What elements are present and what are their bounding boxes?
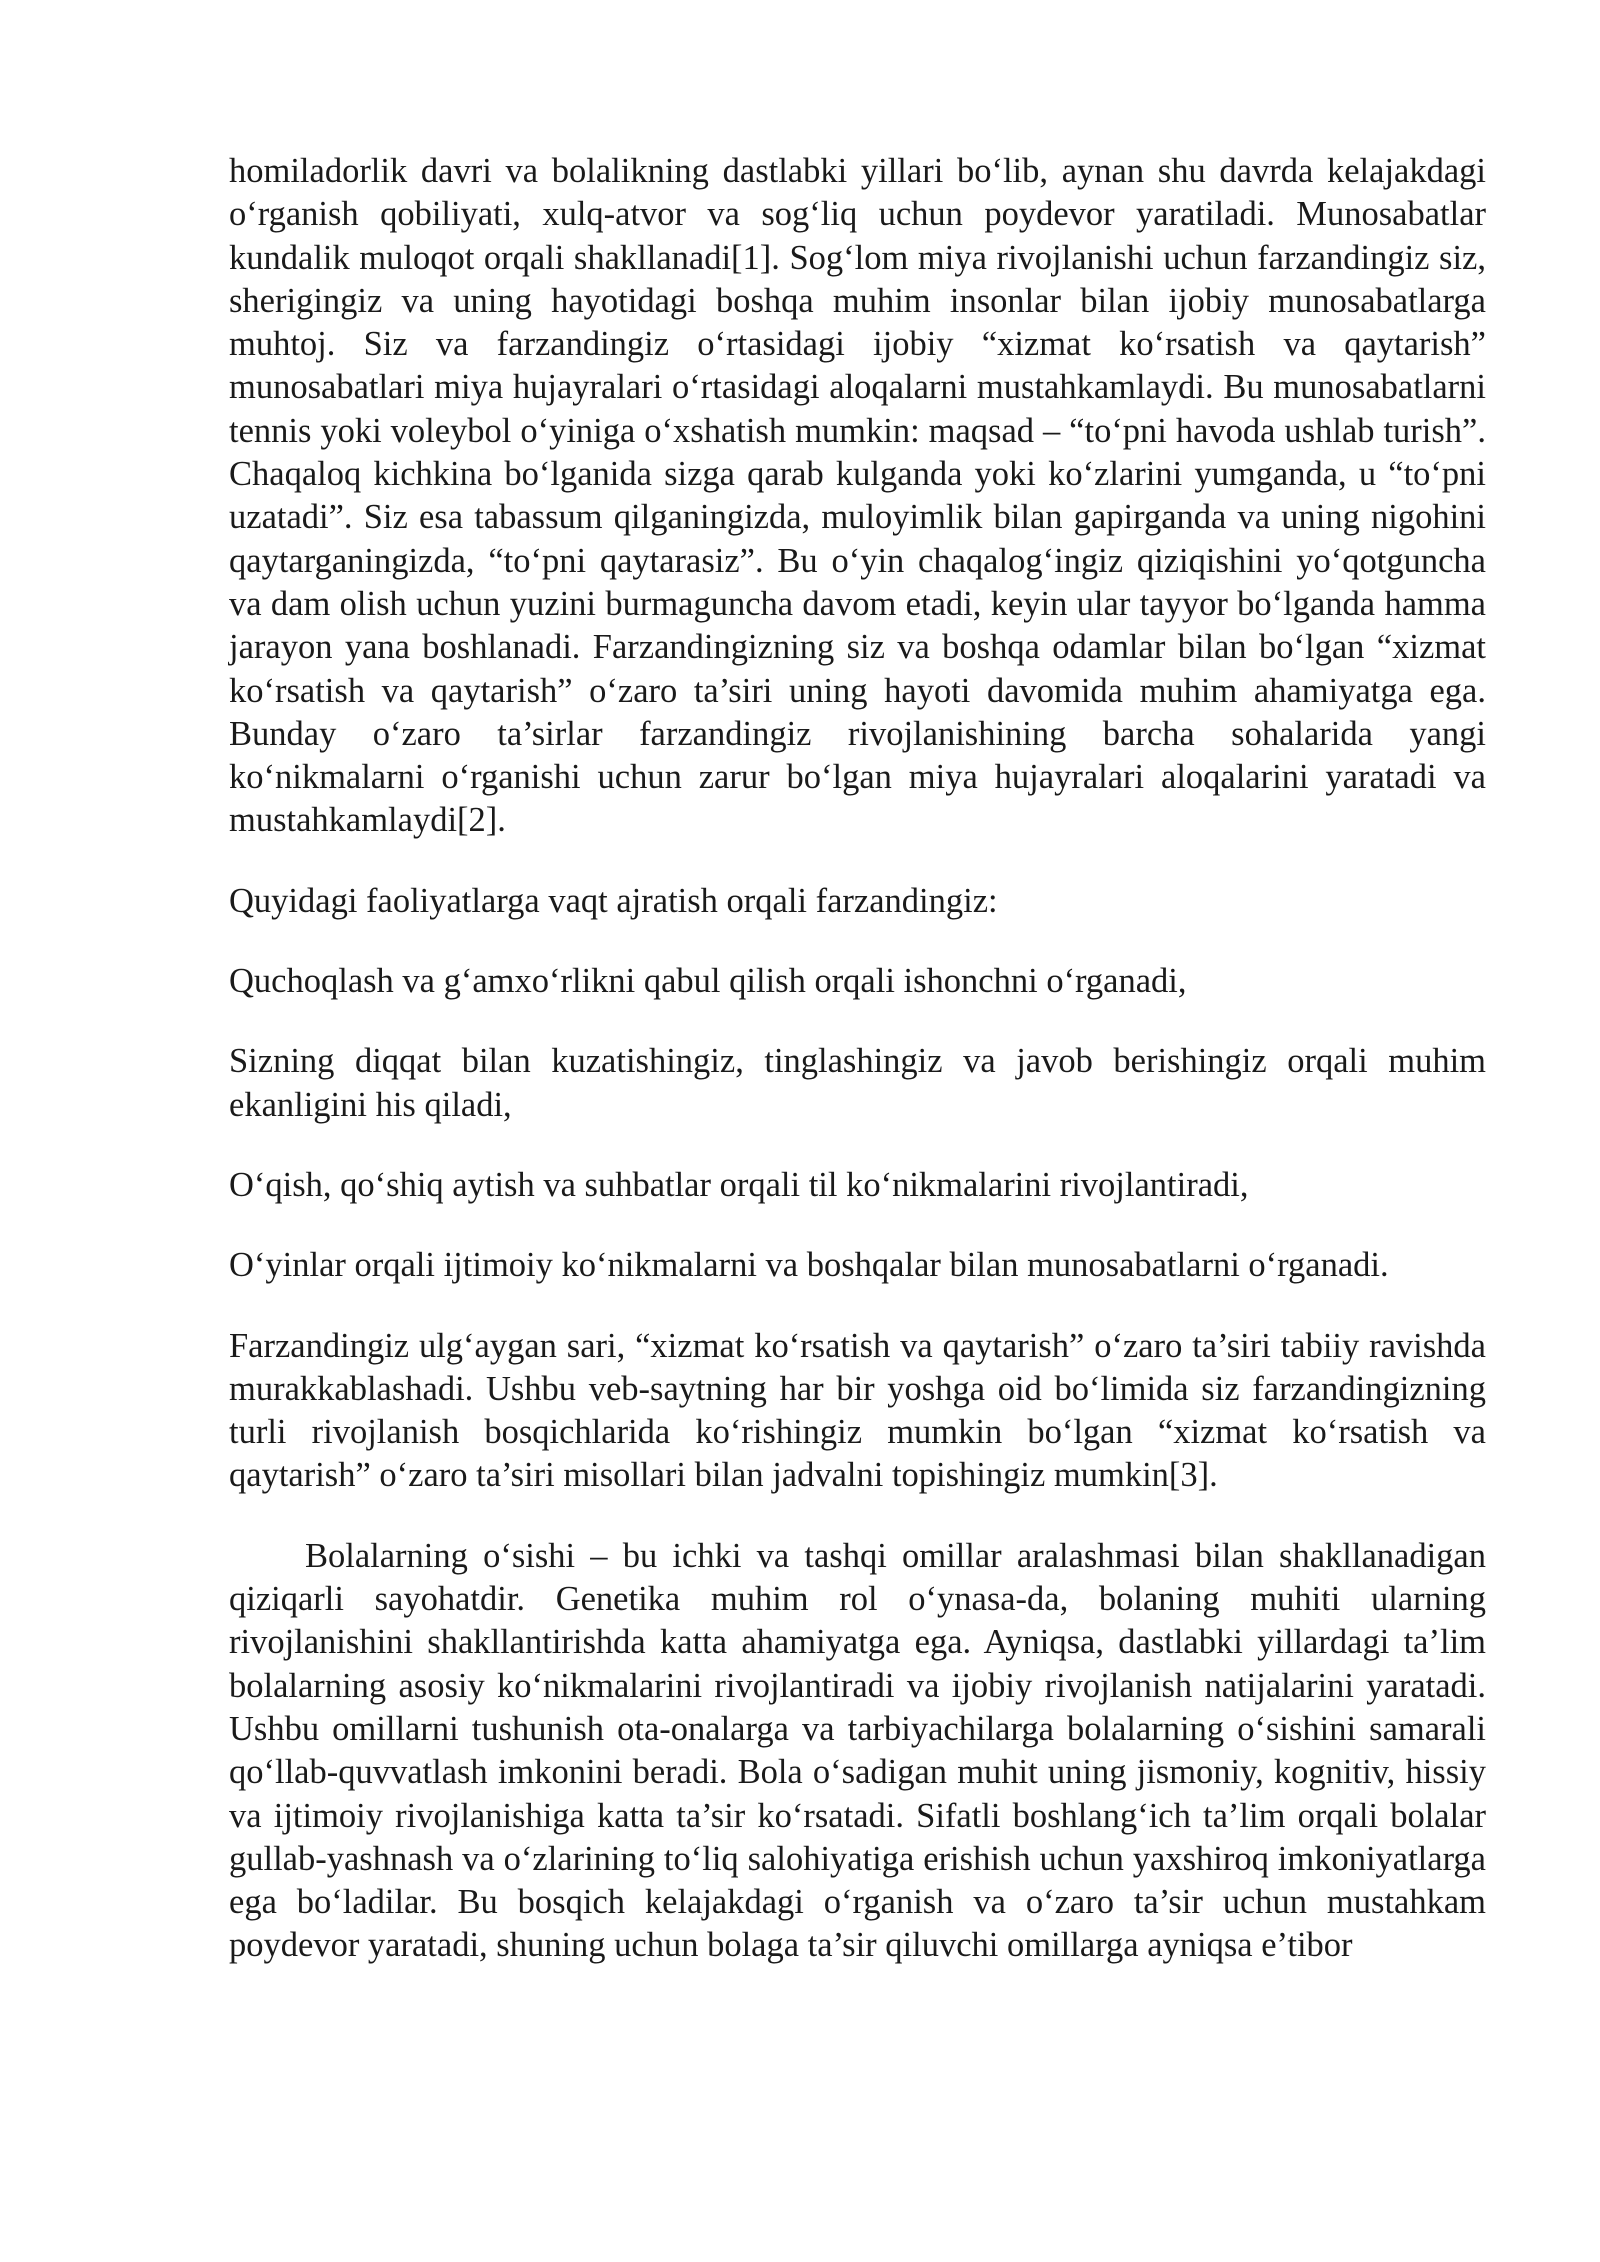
paragraph-serve-and-return: homiladorlik davri va bolalikning dastlabki yillari bo‘lib, aynan shu davrda kelajakdagi o‘rganish qobiliyati, xulq-atvor va sog‘liq uchun poydevor yaratiladi. Munosabatlar kundalik muloqot orqali shakllanadi[1]. Sog‘lom miya rivojlanishi uchun farzandingiz siz, sherigingiz va uning hayotidagi boshqa muhim insonlar bilan ijobiy munosabatlarga muhtoj. Siz va farzandingiz o‘rtasidagi ijobiy “xizmat ko‘rsatish va qaytarish” munosabatlari miya hujayralari o‘rtasidagi aloqalarni mustahkamlaydi. Bu munosabatlarni tennis yoki voleybol o‘yiniga o‘xshatish mumkin: maqsad – “to‘pni havoda ushlab turish”. Chaqaloq kichkina bo‘lganida sizga qarab kulganda yoki ko‘zlarini yumganda, u “to‘pni uzatadi”. Siz esa tabassum qilganingizda, muloyimlik bilan gapirganda va uning nigohini qaytarganingizda, “to‘pni qaytarasiz”. Bu o‘yin chaqalog‘ingiz qiziqishini yo‘qotguncha va dam olish uchun yuzini burmaguncha davom etadi, keyin ular tayyor bo‘lganda hamma jarayon yana boshlanadi. Farzandingizning siz va boshqa odamlar bilan bo‘lgan “xizmat ko‘rsatish va qaytarish” o‘zaro ta’siri uning hayoti davomida muhim ahamiyatga ega. Bunday o‘zaro ta’sirlar farzandingiz rivojlanishining barcha sohalarida yangi ko‘nikmalarni o‘rganishi uchun zarur bo‘lgan miya hujayralari aloqalarini yaratadi va mustahkamlaydi[2].	[229, 152, 1486, 840]
document-page	[229, 150, 1486, 1968]
paragraph-activity-attention: Sizning diqqat bilan kuzatishingiz, tinglashingiz va javob berishingiz orqali muhim ekanligini his qiladi,	[229, 1042, 1486, 1124]
paragraph-activity-social: O‘yinlar orqali ijtimoiy ko‘nikmalarni va boshqalar bilan munosabatlarni o‘rganadi.	[229, 1246, 1389, 1285]
paragraph-activity-language: O‘qish, qo‘shiq aytish va suhbatlar orqali til ko‘nikmalarini rivojlantiradi,	[229, 1165, 1249, 1204]
paragraph-child-growth: Bolalarning o‘sishi – bu ichki va tashqi omillar aralashmasi bilan shakllanadigan qiziqarli sayohatdir. Genetika muhim rol o‘ynasa-da, bolaning muhiti ularning rivojlanishini shakllantirishda katta ahamiyatga ega. Ayniqsa, dastlabki yillardagi ta’lim bolalarning asosiy ko‘nikmalarini rivojlantiradi va ijobiy rivojlanish natijalarini yaratadi. Ushbu omillarni tushunish ota-onalarga va tarbiyachilarga bolalarning o‘sishini samarali qo‘llab-quvvatlash imkonini beradi. Bola o‘sadigan muhit uning jismoniy, kognitiv, hissiy va ijtimoiy rivojlanishiga katta ta’sir ko‘rsatadi. Sifatli boshlang‘ich ta’lim orqali bolalar gullab-yashnash va o‘zlarining to‘liq salohiyatiga erishish uchun yaxshiroq imkoniyatlarga ega bo‘ladilar. Bu bosqich kelajakdagi o‘rganish va o‘zaro ta’sir uchun mustahkam poydevor yaratadi, shuning uchun bolaga ta’sir qiluvchi omillarga ayniqsa e’tibor	[229, 1536, 1486, 1965]
paragraph-activities-intro: Quyidagi faoliyatlarga vaqt ajratish orqali farzandingiz:	[229, 881, 998, 920]
paragraph-activity-trust: Quchoqlash va g‘amxo‘rlikni qabul qilish orqali ishonchni o‘rganadi,	[229, 962, 1187, 1001]
paragraph-growing-interaction: Farzandingiz ulg‘aygan sari, “xizmat ko‘rsatish va qaytarish” o‘zaro ta’siri tabiiy ravishda murakkablashadi. Ushbu veb-saytning har bir yoshga oid bo‘limida siz farzandingizning turli rivojlanish bosqichlarida ko‘rishingiz mumkin bo‘lgan “xizmat ko‘rsatish va qaytarish” o‘zaro ta’siri misollari bilan jadvalni topishingiz mumkin[3].	[229, 1326, 1486, 1495]
